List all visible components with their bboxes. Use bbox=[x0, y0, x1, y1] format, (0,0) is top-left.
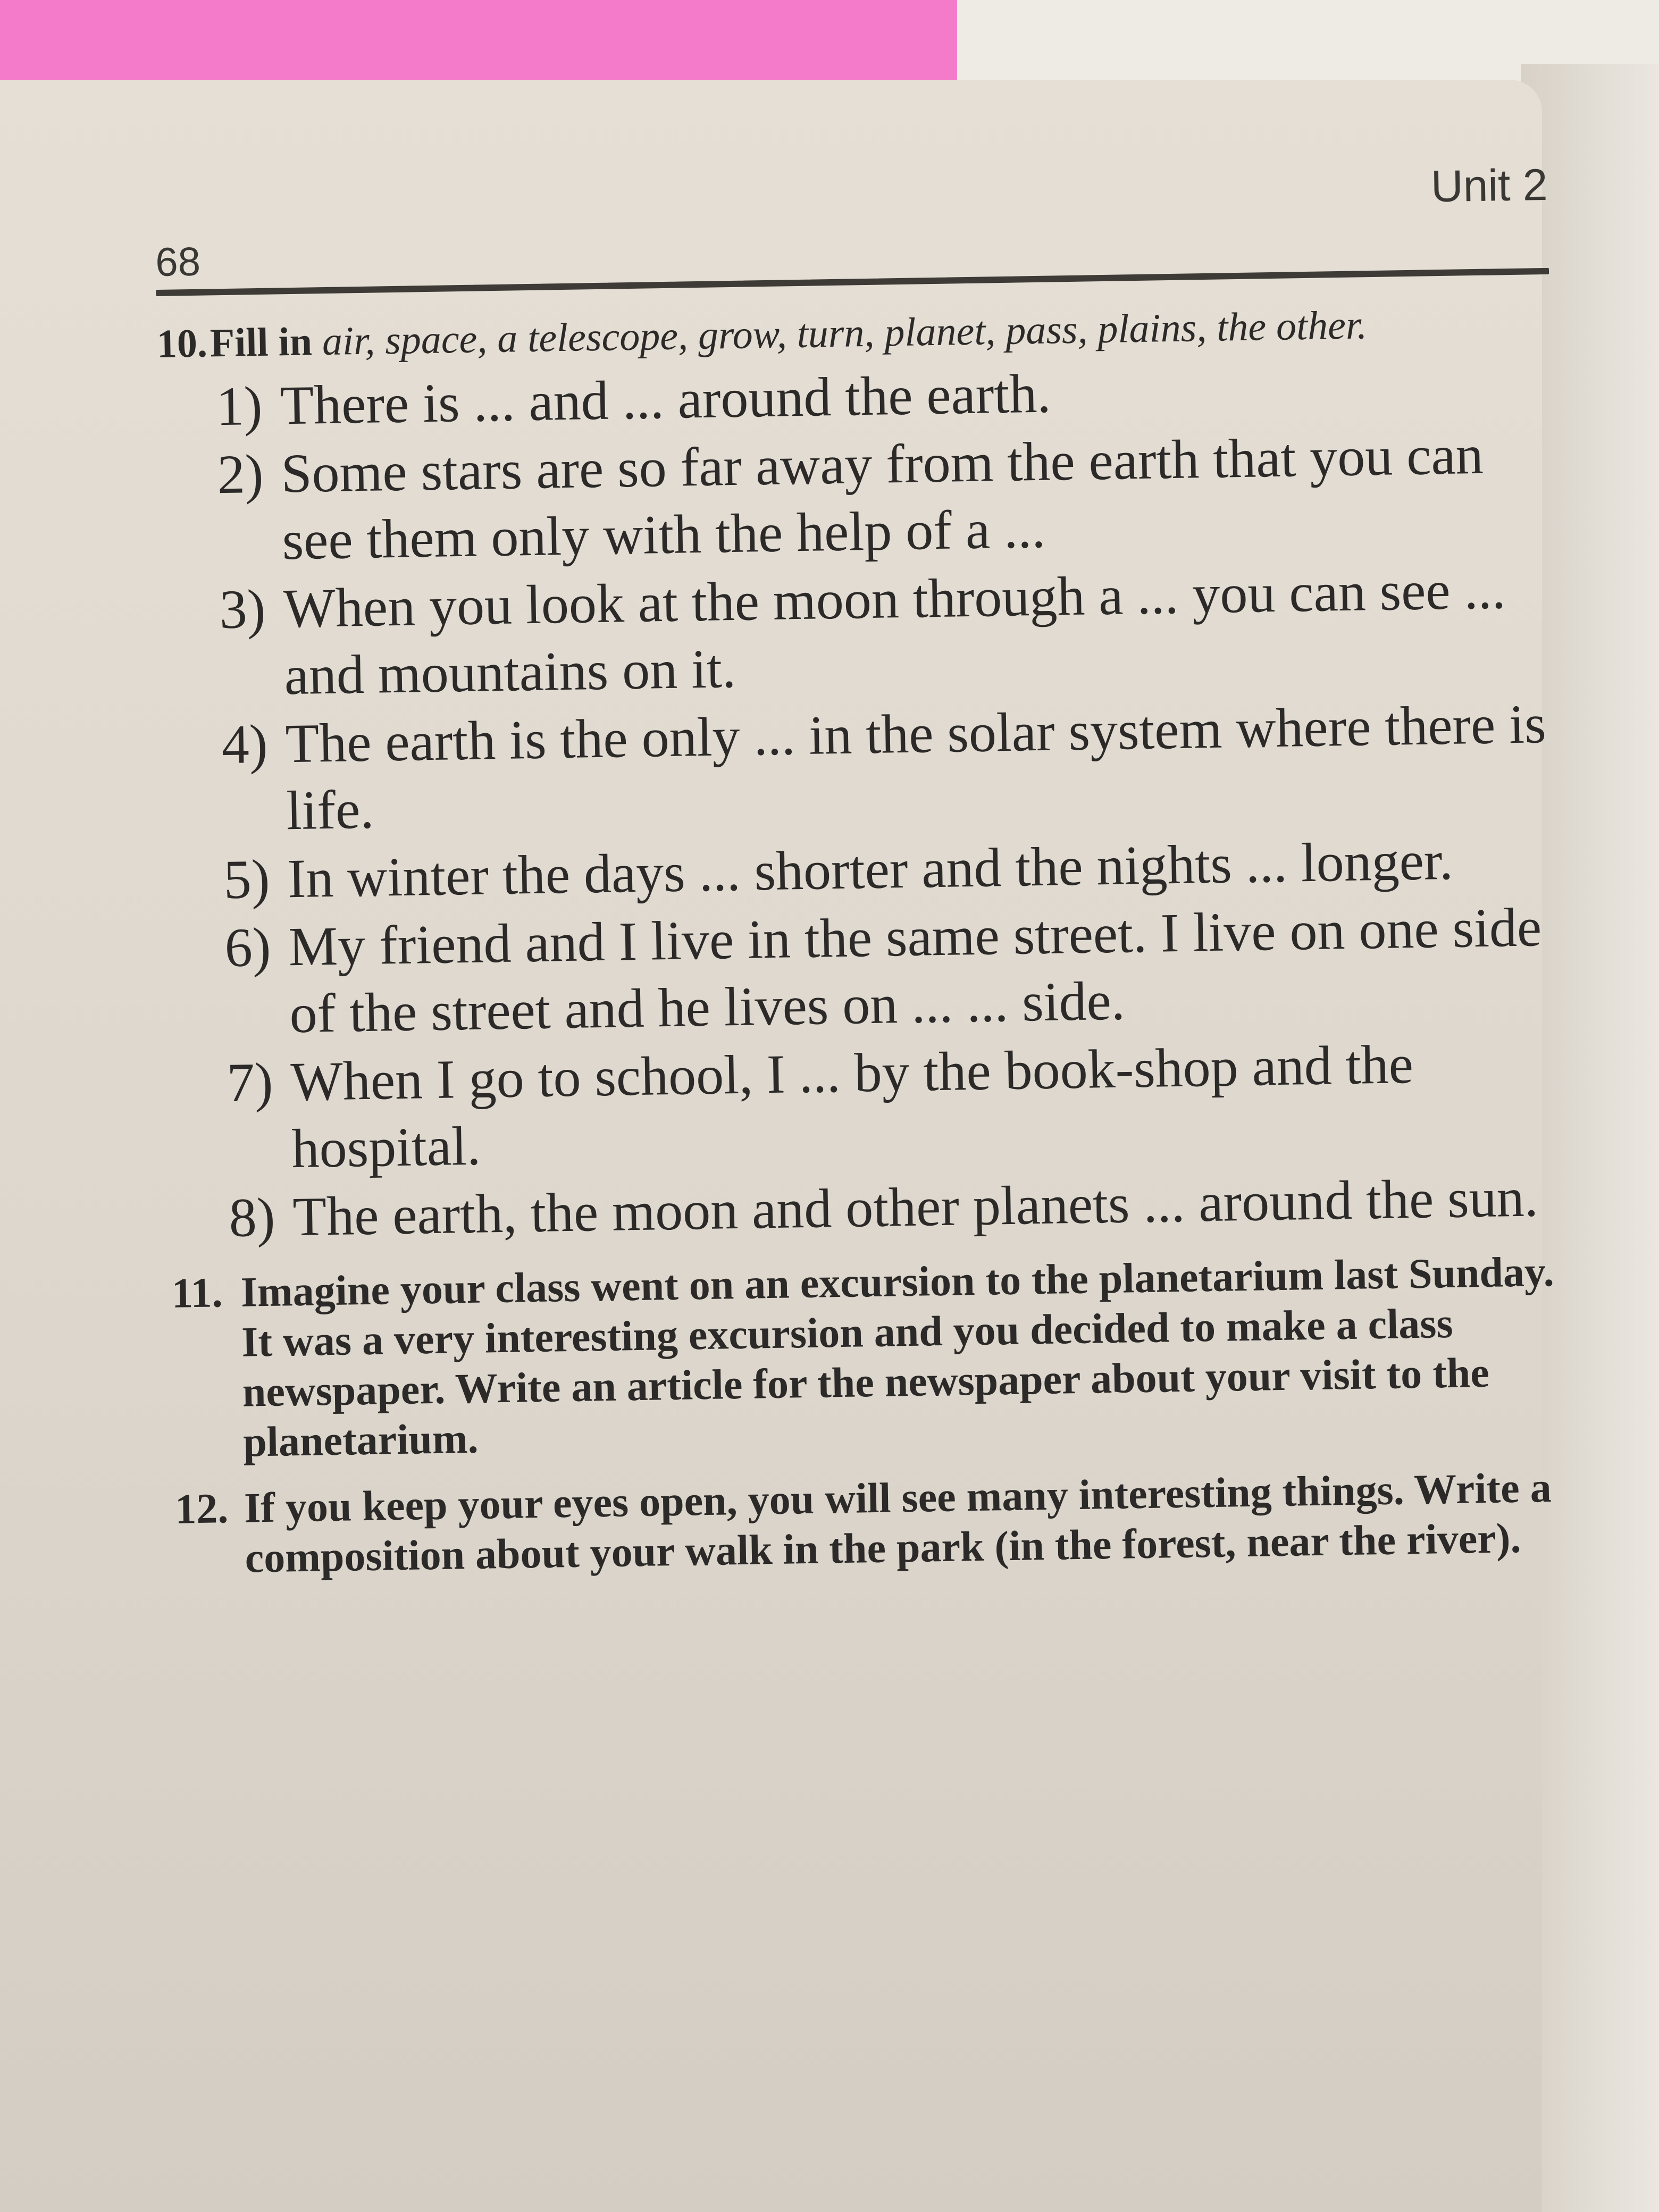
item-text: When I go to school, I ... by the book-shop and the hospital. bbox=[290, 1034, 1414, 1180]
item-number: 7) bbox=[226, 1051, 274, 1114]
item-text: The earth is the only ... in the solar system where there is life. bbox=[284, 693, 1547, 842]
exercise-11-heading bbox=[171, 1247, 1568, 1469]
exercise-11-number: 11. bbox=[171, 1269, 223, 1317]
unit-label: Unit 2 bbox=[1430, 159, 1548, 212]
item-number: 1) bbox=[215, 375, 263, 438]
exercise-12 bbox=[175, 1463, 1570, 1585]
exercise-10 bbox=[156, 297, 1564, 1253]
running-head bbox=[154, 159, 1549, 298]
item-text: There is ... and ... around the earth. bbox=[279, 363, 1052, 437]
exercise-10-number: 10. bbox=[156, 321, 208, 366]
item-number: 3) bbox=[219, 578, 266, 641]
item-text: The earth, the moon and other planets ... around the sun. bbox=[292, 1167, 1539, 1248]
page-number: 68 bbox=[155, 239, 201, 285]
list-item bbox=[221, 691, 1558, 845]
item-number: 5) bbox=[223, 848, 271, 911]
exercise-10-word-bank: air, space, a telescope, grow, turn, planet, pass, plains, the other. bbox=[322, 303, 1368, 364]
list-item bbox=[227, 1029, 1563, 1184]
item-number: 4) bbox=[221, 713, 269, 776]
item-text: Some stars are so far away from the earth that you can see them only with the help of a ... bbox=[280, 424, 1484, 572]
book-page bbox=[0, 80, 1555, 2212]
page-content bbox=[154, 159, 1569, 1585]
list-item bbox=[219, 556, 1556, 710]
exercise-12-text: If you keep your eyes open, you will see many interesting things. Write a composition about your walk in the park (in the forest, near the river). bbox=[244, 1464, 1552, 1582]
header-rule bbox=[156, 268, 1549, 296]
exercise-12-number: 12. bbox=[174, 1485, 229, 1533]
item-number: 2) bbox=[216, 443, 264, 506]
item-number: 8) bbox=[228, 1186, 276, 1249]
exercise-12-heading bbox=[175, 1463, 1570, 1585]
item-text: When you look at the moon through a ... you can see ... and mountains on it. bbox=[282, 559, 1506, 707]
item-text: In winter the days ... shorter and the nights ... longer. bbox=[287, 830, 1454, 910]
item-number: 6) bbox=[224, 916, 272, 979]
exercise-11 bbox=[171, 1247, 1568, 1469]
list-item bbox=[224, 894, 1561, 1049]
list-item bbox=[217, 421, 1554, 575]
exercise-10-items bbox=[157, 353, 1564, 1253]
exercise-11-text: Imagine your class went on an excursion to the planetarium last Sunday. It was a very interesting excursion and you decided to make a class newspaper. Write an article for the newspaper about your visit to the planetarium. bbox=[240, 1248, 1555, 1466]
exercise-10-instruction: Fill in bbox=[210, 319, 313, 366]
pink-sticky-note bbox=[0, 0, 957, 80]
item-text: My friend and I live in the same street. I live on one side of the street and he lives on ... ... side. bbox=[288, 896, 1542, 1045]
